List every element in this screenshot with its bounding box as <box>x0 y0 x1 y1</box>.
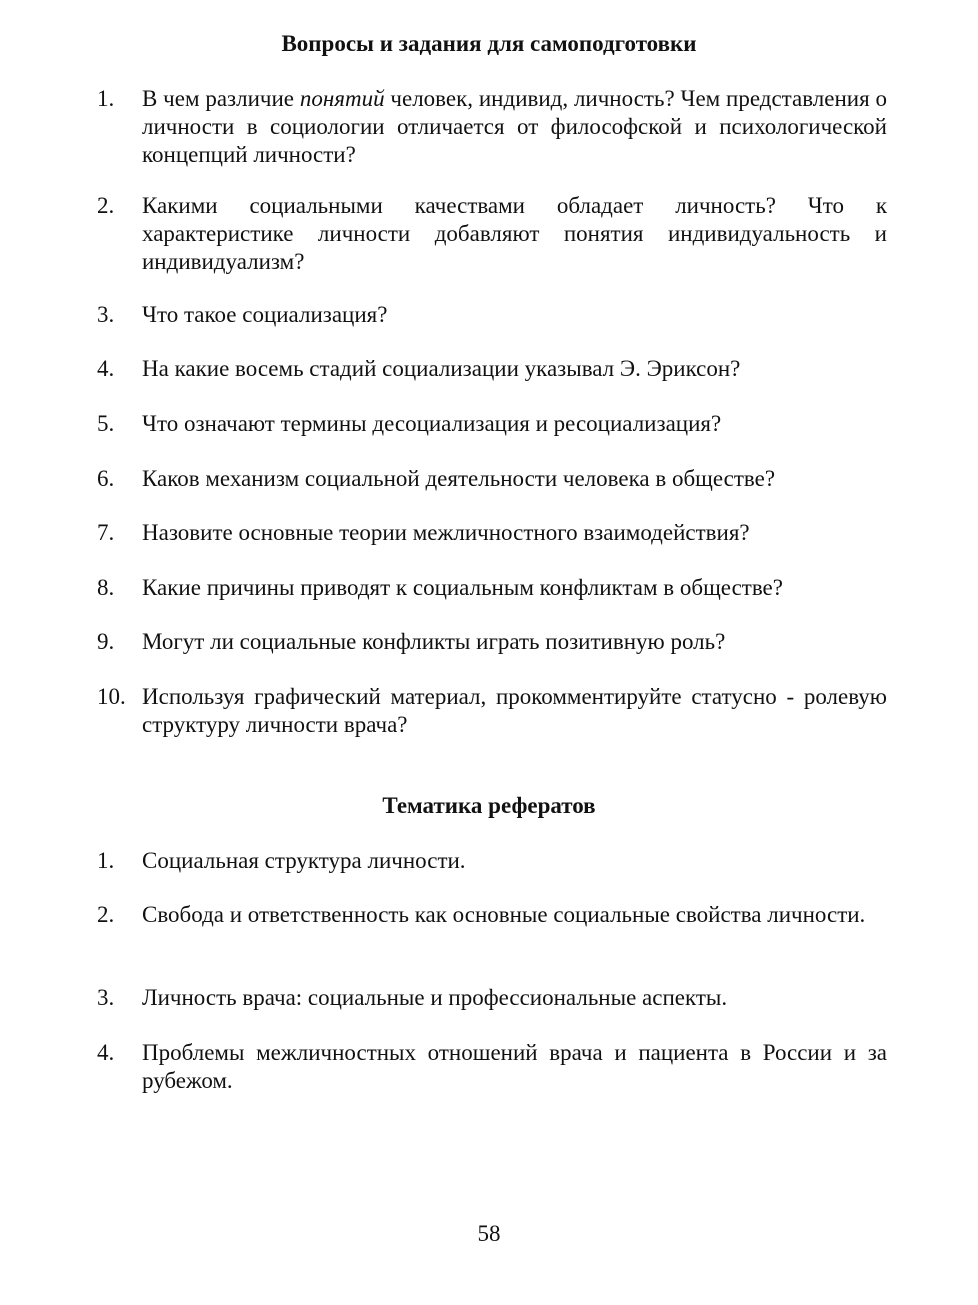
item-text: Что такое социализация? <box>142 302 388 327</box>
italic-term: понятий <box>299 86 385 111</box>
item-number: 4. <box>97 356 115 381</box>
section-title-essay-topics: Тематика рефератов <box>382 793 596 818</box>
list-item <box>97 1039 887 1095</box>
item-number: 3. <box>97 302 115 327</box>
list-item <box>97 85 887 169</box>
item-text: Свобода и ответственность как основные социальные свойства личности. <box>142 902 866 927</box>
item-text: На какие восемь стадий социализации указывал Э. Эриксон? <box>142 356 741 381</box>
list-item <box>97 984 887 1012</box>
item-number: 7. <box>97 520 115 545</box>
item-text: Используя графический материал, прокомментируйте статусно - ролевую структуру личности врача? <box>142 684 887 737</box>
item-text: В чем различие понятий человек, индивид, личность? Чем представления о личности в социологии отличается от философской и психологической концепций личности? <box>142 86 887 167</box>
list-item <box>97 192 887 276</box>
item-number: 2. <box>97 902 115 927</box>
item-text: Каков механизм социальной деятельности человека в обществе? <box>142 466 776 491</box>
section-title-self-study: Вопросы и задания для самоподготовки <box>281 31 697 56</box>
item-number: 1. <box>97 848 115 873</box>
item-number: 9. <box>97 629 115 654</box>
item-text: Какими социальными качествами обладает личность? Что к характеристике личности добавляют понятия индивидуальность и индивидуализм? <box>142 193 887 274</box>
list-item <box>97 847 887 875</box>
item-text: Личность врача: социальные и профессиональные аспекты. <box>142 985 728 1010</box>
item-text: Социальная структура личности. <box>142 848 466 873</box>
item-text: Что означают термины десоциализация и ресоциализация? <box>142 411 722 436</box>
page-number: 58 <box>477 1221 501 1246</box>
item-number: 4. <box>97 1040 115 1065</box>
item-number: 1. <box>97 86 115 111</box>
list-item <box>97 465 887 493</box>
item-number: 3. <box>97 985 115 1010</box>
list-item <box>97 683 887 739</box>
item-text: Проблемы межличностных отношений врача и пациента в России и за рубежом. <box>142 1040 887 1093</box>
item-number: 8. <box>97 575 115 600</box>
list-item <box>97 355 887 383</box>
item-text: Могут ли социальные конфликты играть позитивную роль? <box>142 629 726 654</box>
item-text: Назовите основные теории межличностного взаимодействия? <box>142 520 750 545</box>
item-number: 2. <box>97 193 115 218</box>
list-item <box>97 410 887 438</box>
list-item <box>97 574 887 602</box>
list-item <box>97 901 887 929</box>
list-item <box>97 519 887 547</box>
list-item <box>97 301 887 329</box>
item-number: 10. <box>97 684 126 709</box>
item-number: 6. <box>97 466 115 491</box>
item-text: Какие причины приводят к социальным конфликтам в обществе? <box>142 575 783 600</box>
item-number: 5. <box>97 411 115 436</box>
list-item <box>97 628 887 656</box>
